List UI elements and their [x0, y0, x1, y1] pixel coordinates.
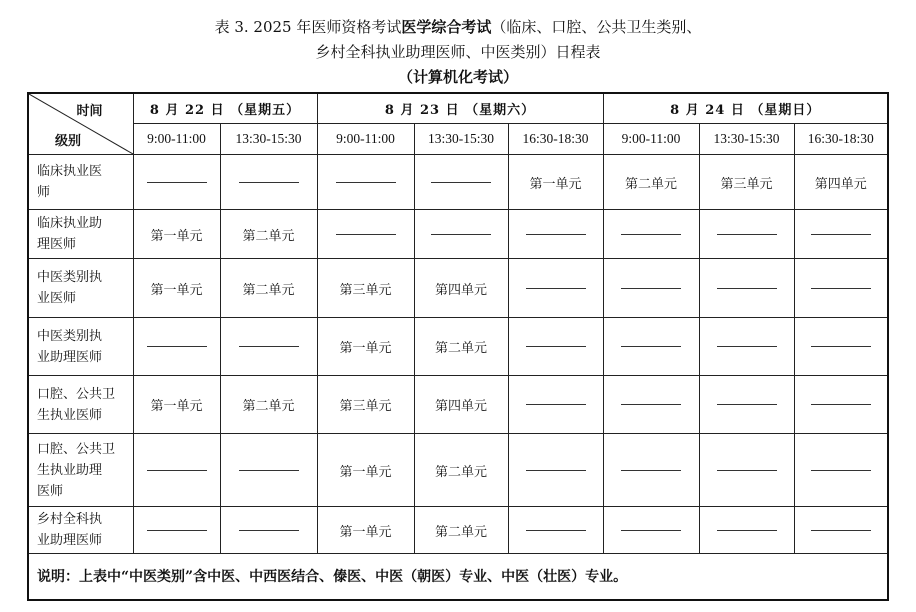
- level-cell: [28, 210, 133, 259]
- empty-cell: [603, 507, 699, 554]
- empty-cell: [133, 434, 220, 507]
- level-label-line: 生执业助理: [37, 462, 103, 478]
- table-row: [28, 155, 888, 210]
- unit-label: 第二单元: [434, 341, 487, 356]
- dash-line: [147, 530, 207, 531]
- dash-line: [526, 288, 586, 289]
- schedule-cell: [699, 155, 794, 210]
- corner-level-label: 级别: [55, 134, 82, 149]
- level-label-line: 乡村全科执: [37, 512, 103, 527]
- title-bold: 医学综合考试: [401, 18, 492, 36]
- corner-header-cell: [28, 93, 133, 155]
- corner-time-label: 时间: [76, 104, 103, 119]
- time-header: 13:30-15:30: [699, 124, 794, 155]
- dash-line: [811, 530, 871, 531]
- unit-label: 第二单元: [434, 464, 487, 480]
- dash-line: [239, 346, 299, 347]
- header-date-row: [28, 93, 888, 124]
- unit-label: 第二单元: [625, 176, 678, 192]
- schedule-cell: [317, 507, 414, 554]
- table-row: [28, 259, 888, 318]
- empty-cell: [133, 318, 220, 376]
- note-text: 说明：上表中“中医类别”含中医、中西医结合、傣医、中医（朝医）专业、中医（壮医）专业。: [28, 554, 888, 600]
- schedule-cell: [414, 259, 508, 318]
- title-line-2: 乡村全科执业助理医师、中医类别）日程表: [315, 43, 601, 61]
- schedule-cell: [133, 259, 220, 318]
- unit-label: 第四单元: [434, 282, 487, 298]
- schedule-cell: [414, 507, 508, 554]
- empty-cell: [220, 434, 317, 507]
- dash-line: [811, 470, 871, 471]
- dash-line: [811, 346, 871, 347]
- dash-line: [621, 404, 681, 405]
- schedule-cell: [317, 259, 414, 318]
- dash-line: [717, 234, 777, 235]
- level-label-line: 临床执业医: [37, 164, 103, 179]
- dash-line: [621, 346, 681, 347]
- dash-line: [147, 470, 207, 471]
- empty-cell: [508, 507, 603, 554]
- level-cell: [28, 376, 133, 434]
- level-cell: [28, 434, 133, 507]
- empty-cell: [220, 507, 317, 554]
- dash-line: [717, 470, 777, 471]
- unit-label: 第三单元: [720, 176, 773, 192]
- level-label-line: 业助理医师: [37, 533, 103, 548]
- empty-cell: [699, 318, 794, 376]
- schedule-cell: [133, 376, 220, 434]
- unit-label: 第一单元: [339, 524, 392, 540]
- level-label-line: 理医师: [37, 237, 77, 252]
- dash-line: [336, 182, 396, 183]
- dash-line: [526, 234, 586, 235]
- time-header: 9:00-11:00: [317, 124, 414, 155]
- dash-line: [811, 234, 871, 235]
- time-header: 16:30-18:30: [508, 124, 603, 155]
- time-header: 13:30-15:30: [220, 124, 317, 155]
- unit-label: 第二单元: [242, 399, 295, 414]
- level-cell: [28, 318, 133, 376]
- dash-line: [147, 346, 207, 347]
- dash-line: [239, 182, 299, 183]
- dash-line: [526, 346, 586, 347]
- dash-line: [621, 530, 681, 531]
- schedule-cell: [508, 155, 603, 210]
- empty-cell: [699, 434, 794, 507]
- empty-cell: [699, 210, 794, 259]
- unit-label: 第二单元: [242, 228, 295, 244]
- empty-cell: [220, 318, 317, 376]
- level-label-line: 师: [37, 185, 51, 200]
- schedule-cell: [794, 155, 888, 210]
- unit-label: 第一单元: [150, 228, 203, 244]
- unit-label: 第四单元: [434, 399, 487, 414]
- schedule-cell: [317, 434, 414, 507]
- schedule-cell: [414, 376, 508, 434]
- dash-line: [621, 234, 681, 235]
- empty-cell: [508, 210, 603, 259]
- empty-cell: [699, 376, 794, 434]
- dash-line: [526, 404, 586, 405]
- schedule-cell: [220, 259, 317, 318]
- dash-line: [717, 288, 777, 289]
- level-cell: [28, 155, 133, 210]
- title-suffix: （临床、口腔、公共卫生类别、: [491, 18, 702, 36]
- empty-cell: [794, 318, 888, 376]
- level-label-line: 口腔、公共卫: [37, 386, 116, 402]
- level-label-line: 口腔、公共卫: [37, 441, 116, 457]
- dash-line: [717, 404, 777, 405]
- schedule-cell: [414, 318, 508, 376]
- level-label-line: 业助理医师: [37, 349, 103, 365]
- empty-cell: [317, 155, 414, 210]
- date-header-aug-22: 8 月 22 日 （星期五）: [133, 93, 317, 124]
- empty-cell: [508, 259, 603, 318]
- date-header-aug-24: 8 月 24 日 （星期日）: [603, 93, 888, 124]
- empty-cell: [603, 376, 699, 434]
- empty-cell: [699, 507, 794, 554]
- empty-cell: [414, 210, 508, 259]
- dash-line: [717, 346, 777, 347]
- empty-cell: [414, 155, 508, 210]
- empty-cell: [603, 318, 699, 376]
- level-label-line: 中医类别执: [37, 270, 103, 285]
- level-label-line: 医师: [37, 483, 64, 499]
- schedule-table: [27, 92, 889, 601]
- dash-line: [526, 470, 586, 471]
- unit-label: 第四单元: [814, 176, 867, 192]
- date-header-aug-23: 8 月 23 日 （星期六）: [317, 93, 603, 124]
- empty-cell: [794, 507, 888, 554]
- unit-label: 第一单元: [150, 399, 203, 414]
- dash-line: [526, 530, 586, 531]
- schedule-cell: [133, 210, 220, 259]
- empty-cell: [133, 155, 220, 210]
- schedule-cell: [220, 376, 317, 434]
- unit-label: 第二单元: [434, 524, 487, 540]
- title-line-1: [0, 16, 916, 38]
- schedule-cell: [414, 434, 508, 507]
- dash-line: [621, 470, 681, 471]
- time-header: 16:30-18:30: [794, 124, 888, 155]
- empty-cell: [794, 210, 888, 259]
- dash-line: [717, 530, 777, 531]
- level-label-line: 临床执业助: [37, 216, 103, 231]
- empty-cell: [794, 434, 888, 507]
- dash-line: [431, 182, 491, 183]
- level-label-line: 中医类别执: [37, 328, 103, 344]
- dash-line: [621, 288, 681, 289]
- empty-cell: [508, 434, 603, 507]
- schedule-cell: [220, 210, 317, 259]
- dash-line: [336, 234, 396, 235]
- table-row: [28, 376, 888, 434]
- empty-cell: [603, 434, 699, 507]
- unit-label: 第一单元: [529, 176, 582, 192]
- level-label-line: 生执业医师: [37, 407, 103, 423]
- empty-cell: [794, 259, 888, 318]
- note-row: [28, 554, 888, 600]
- title-prefix: 表 3. 2025 年医师资格考试: [214, 18, 402, 36]
- time-header: 9:00-11:00: [603, 124, 699, 155]
- unit-label: 第一单元: [339, 341, 392, 356]
- schedule-cell: [317, 318, 414, 376]
- level-cell: [28, 507, 133, 554]
- empty-cell: [699, 259, 794, 318]
- unit-label: 第二单元: [242, 282, 295, 298]
- table-row: [28, 318, 888, 376]
- time-header: 13:30-15:30: [414, 124, 508, 155]
- empty-cell: [317, 210, 414, 259]
- level-label-line: 业医师: [37, 291, 77, 306]
- table-row: [28, 434, 888, 507]
- unit-label: 第三单元: [339, 399, 392, 414]
- empty-cell: [133, 507, 220, 554]
- dash-line: [431, 234, 491, 235]
- dash-line: [811, 404, 871, 405]
- dash-line: [239, 530, 299, 531]
- time-header: 9:00-11:00: [133, 124, 220, 155]
- table-row: [28, 210, 888, 259]
- dash-line: [811, 288, 871, 289]
- unit-label: 第一单元: [150, 282, 203, 298]
- title-line-3: （计算机化考试）: [397, 68, 518, 86]
- empty-cell: [508, 318, 603, 376]
- empty-cell: [508, 376, 603, 434]
- empty-cell: [603, 259, 699, 318]
- empty-cell: [794, 376, 888, 434]
- empty-cell: [603, 210, 699, 259]
- empty-cell: [220, 155, 317, 210]
- header-time-row: [28, 124, 888, 155]
- schedule-cell: [603, 155, 699, 210]
- unit-label: 第一单元: [339, 464, 392, 480]
- table-row: [28, 507, 888, 554]
- schedule-cell: [317, 376, 414, 434]
- unit-label: 第三单元: [339, 282, 392, 298]
- dash-line: [239, 470, 299, 471]
- level-cell: [28, 259, 133, 318]
- dash-line: [147, 182, 207, 183]
